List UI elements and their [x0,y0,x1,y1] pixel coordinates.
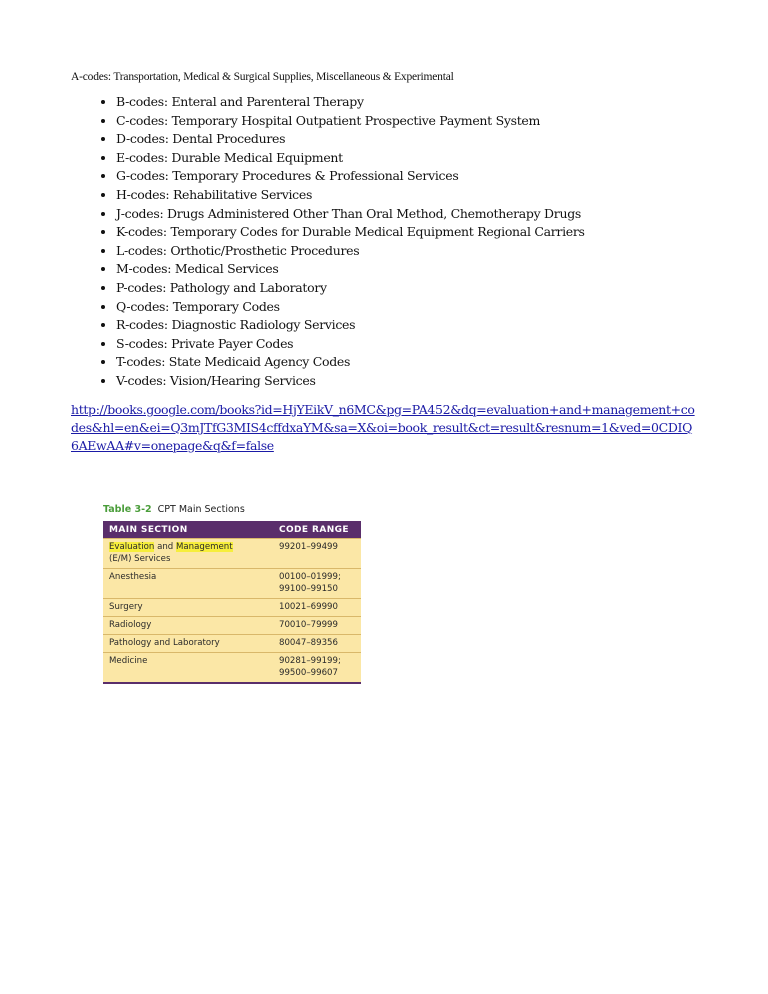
table-row [103,653,361,684]
table-title: CPT Main Sections [157,504,245,515]
section-cell: Radiology [103,617,273,635]
table-number: Table 3-2 [103,504,152,515]
list-item: • S-codes: Private Payer Codes [116,335,585,354]
table-row [103,599,361,617]
range-line: 99100–99150 [279,584,338,594]
list-item: • P-codes: Pathology and Laboratory [116,279,585,298]
list-item: • V-codes: Vision/Hearing Services [116,372,585,391]
list-item: • E-codes: Durable Medical Equipment [116,149,585,168]
cell-text: and [154,542,176,552]
highlighted-word: Management [176,542,233,552]
highlighted-word: Evaluation [109,542,155,552]
list-item: • H-codes: Rehabilitative Services [116,186,585,205]
section-cell [103,539,273,569]
list-item: • T-codes: State Medicaid Agency Codes [116,353,585,372]
list-item: • K-codes: Temporary Codes for Durable Medical Equipment Regional Carriers [116,223,585,242]
intro-line: A-codes: Transportation, Medical & Surgical Supplies, Miscellaneous & Experimental [71,71,454,83]
range-cell: 10021–69990 [273,599,361,617]
list-item: • G-codes: Temporary Procedures & Professional Services [116,167,585,186]
range-cell: 99201–99499 [273,539,361,569]
list-item: • L-codes: Orthotic/Prosthetic Procedures [116,242,585,261]
range-cell [273,569,361,599]
list-item: • D-codes: Dental Procedures [116,130,585,149]
section-cell: Medicine [103,653,273,684]
range-line: 00100–01999; [279,572,341,582]
section-cell: Surgery [103,599,273,617]
list-item: • R-codes: Diagnostic Radiology Services [116,316,585,335]
list-item: • C-codes: Temporary Hospital Outpatient Prospective Payment System [116,112,585,131]
range-line: 99500–99607 [279,668,338,678]
google-books-link[interactable]: http://books.google.com/books?id=HjYEikV_n6MC&pg=PA452&dq=evaluation+and+management+codes&hl=en&ei=Q3mJTfG3MIS4cffdxaYM&sa=X&oi=book_result&ct=result&resnum=1&ved=0CDIQ6AEwAA#v=onepage&q&f=false [71,402,695,453]
section-cell: Anesthesia [103,569,273,599]
list-item: • B-codes: Enteral and Parenteral Therapy [116,93,585,112]
range-cell [273,653,361,684]
table-header-row [103,521,361,539]
list-item: • M-codes: Medical Services [116,260,585,279]
range-cell: 70010–79999 [273,617,361,635]
cell-text: (E/M) Services [109,554,171,564]
table-row [103,635,361,653]
table-caption [103,503,363,521]
list-item: • J-codes: Drugs Administered Other Than Oral Method, Chemotherapy Drugs [116,205,585,224]
table-row [103,617,361,635]
table-row [103,569,361,599]
list-item: • Q-codes: Temporary Codes [116,298,585,317]
table-row [103,539,361,569]
section-cell: Pathology and Laboratory [103,635,273,653]
cpt-main-sections-table [103,521,361,684]
cpt-table-figure [103,503,363,684]
header-code-range: CODE RANGE [273,521,361,539]
range-cell: 80047–89356 [273,635,361,653]
range-line: 90281–99199; [279,656,341,666]
code-list [70,93,585,391]
header-main-section: MAIN SECTION [103,521,273,539]
